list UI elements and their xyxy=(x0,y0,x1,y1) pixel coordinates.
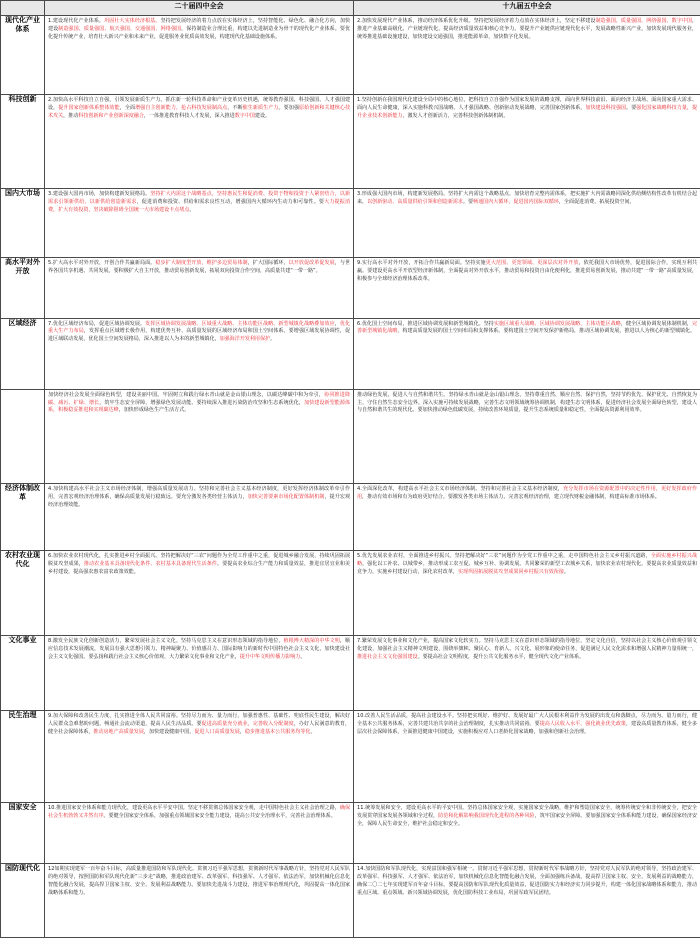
body-text: 。要 xyxy=(462,199,474,206)
highlighted-text: 加快完善要素市场化配置体制机制 xyxy=(247,493,325,500)
table-row xyxy=(1,864,700,938)
table-row xyxy=(1,189,700,258)
body-text: 。 xyxy=(189,206,195,213)
body-text: 3.建设强大国内市场，加快构建新发展格局。 xyxy=(48,191,151,198)
highlighted-text: 推进社会主义文化强国建设 xyxy=(357,654,418,661)
highlighted-text: 稳步推进基本公共服务均等化 xyxy=(244,728,311,735)
body-text: ，依托我国大市场优势，促进国际合作，实现互利共赢。要建设更高水平开放型经济新体制，全面提高对外开放水平，推动贸易和投资自由化便利化，推进贸易创新发展，推动共建“一带一路”高质量发展，积极参与全球经济治理体系改革。 xyxy=(357,260,698,282)
body-text: ，全面 xyxy=(119,104,136,111)
cell-19th xyxy=(354,636,700,711)
body-text: 10.推进国家安全体系和能力现代化，建设更高水平平安中国。坚定不移贯彻总体国家安全观，走中国特色社会主义社会治理之路， xyxy=(48,805,340,812)
highlighted-text: 制造强国、质量强国、网络强国、数字中国 xyxy=(595,18,692,24)
body-text: ，全面促进消费，拓展投资空间。 xyxy=(558,199,635,206)
cell-19th xyxy=(354,803,700,864)
body-text: 。 xyxy=(300,654,306,661)
body-text: ，发挥重点区域增长极作用，构建优势互补、高质量发展的区域经济布局和国土空间体系。要增强区域发展协调性，促进区域联动发展，优化国土空间发展格局，深入推进以人为本的新型城镇化， xyxy=(48,328,351,343)
highlighted-text: 完善新型城镇化战略 xyxy=(357,320,698,335)
body-text: ，扩大国际循环， xyxy=(247,260,289,267)
body-text: 7.繁荣发展文化事业和文化产业，提高国家文化软实力。坚持马克思主义在意识形态领域的指导地位，坚定文化自信，坚持以社会主义核心价值观引领文化建设，加强社会主义精神文明建设，围绕举旗帜、聚民心、育新人、兴文化、展形象的使命任务，促进满足人民文化需求和增强人民精神力量相统一， xyxy=(357,638,697,653)
body-text: 1.建设现代化产业体系， xyxy=(48,18,105,24)
body-text: 。 xyxy=(270,336,276,343)
body-text: ，推动有效市场和有为政府更好结合。要激发各类市场主体活力，完善宏观经济治理，建立现代财税金融体制，构建高标准市场体系。 xyxy=(362,493,660,500)
table-body xyxy=(1,16,700,938)
highlighted-text: 加快建设科技强国 xyxy=(585,104,626,111)
body-text: ，顺应信息技术发展潮流，发展具有强大思想引领力、精神凝聚力、价值感召力、国际影响力的新时代中国特色社会主义文化，加快建设社会主义文化强国。要弘扬和践行社会主义核心价值观，大力繁荣文化事业和文化产业， xyxy=(48,638,351,661)
cell-19th xyxy=(354,189,700,258)
table-row xyxy=(1,16,700,95)
highlighted-text: 协同推进降碳、减污、扩绿、增长 xyxy=(48,391,351,406)
cell-19th xyxy=(354,864,700,938)
cell-19th xyxy=(354,550,700,636)
table-row xyxy=(1,711,700,803)
highlighted-text: 全面实施乡村振兴战略 xyxy=(357,552,697,567)
cell-20th xyxy=(45,94,354,188)
body-text: 。 xyxy=(310,728,316,735)
body-text: 坚持把发展经济的着力点放在实体经济上，坚持智能化、绿色化、融合化方向，加快建设 xyxy=(48,18,351,32)
highlighted-text: 促进高质量充分就业，完善收入分配制度 xyxy=(201,720,294,727)
body-text: 。要加强 xyxy=(278,104,299,111)
body-text: 4.全面深化改革，构建高水平社会主义市场经济体制。坚持和完善社会主义基本经济制度， xyxy=(357,486,564,493)
cell-20th xyxy=(45,318,354,389)
body-text: ，与世界各国共享机遇、共同发展。要积极扩大自主开放，推动贸易创新发展，拓展双向投资合作空间，高质量共建“一带一路”。 xyxy=(48,260,351,275)
row-topic: 国内大市场 xyxy=(1,189,45,258)
body-text: 。要 xyxy=(626,104,637,111)
body-text: ，建设高质量教育体系，健全多层次社会保障体系，全面推进健康中国建设，实施积极应对人口老龄化国家战略，加强和创新社会治理。 xyxy=(357,720,698,735)
row-topic: 国防现代化 xyxy=(1,864,45,938)
body-text: 4.加快构建高水平社会主义市场经济体制，增强高质量发展动力。坚持和完善社会主义基本经济制度，更好发挥经济体制改革牵引作用，完善宏观经济治理体系，确保高质量发展行稳致远。要充分激发各类经营主体活力， xyxy=(48,486,350,500)
row-topic: 科技创新 xyxy=(1,94,45,188)
body-text: ，强化以工补农、以城带乡，推动形成工农互促、城乡互补、协调发展、共同繁荣的新型工农城乡关系，加快农业农村现代化。要提高农业质量效益和竞争力，实施乡村建设行动，深化农村改革， xyxy=(357,560,698,575)
highlighted-text: 以开放促改革促发展 xyxy=(288,260,335,267)
highlighted-text: 强化国家战略科技力量，提升企业技术创新能力 xyxy=(357,104,698,119)
row-topic: 文化事业 xyxy=(1,636,45,711)
highlighted-text: 稳步扩大制度型开放，维护多边贸易体制 xyxy=(155,260,248,267)
highlighted-text: 催生新质生产力 xyxy=(242,104,279,111)
body-text: 8.激发全民族文化创新创造活力，繁荣发展社会主义文化。坚持马克思主义在意识形态领域的指导地位， xyxy=(48,638,284,645)
cell-19th xyxy=(354,711,700,803)
body-text: ，不断 xyxy=(227,104,243,111)
highlighted-text: 巩固壮大实体经济根基。 xyxy=(104,18,161,24)
highlighted-text: 提升中华文明传播力影响力 xyxy=(239,654,301,661)
highlighted-text: 加快建设新型能源体系，积极稳妥推进和实现碳达峰 xyxy=(48,399,351,414)
highlighted-text: 发挥区域协调发展战略、区域重大战略、主体功能区战略、新型城镇化战略叠加效应 xyxy=(145,320,335,327)
body-text: 12如期实现建军一百年奋斗目标，高质量推进国防和军队现代化。贯彻习近平强军思想，贯彻新时代军事战略方针，坚持党对人民军队的绝对领导，按照国防和军队现代化新“三步走”战略，推进政治建军、改革强军、科技强军、人才强军、依法治军，加快机械化信息化智能化融合发展，提高捍卫国家主权、安全、发展利益战略能力。要加快先进战斗力建设，推进军事治理现代化，巩固提高一体化国家战略体系和能力。 xyxy=(48,866,350,896)
body-text: 。 xyxy=(563,568,569,575)
body-text: 6.加快农业农村现代化，扎实推进乡村全面振兴。坚持把解决好“三农”问题作为全党工作重中之重，促进城乡融合发展，持续巩固拓展脱贫攻坚成果， xyxy=(48,552,350,567)
body-text: 加快经济社会发展全面绿色转型，建设美丽中国。牢固树立和践行绿水青山就是金山银山理念，以碳达峰碳中和为牵引， xyxy=(48,391,325,398)
highlighted-text: 科技创新和产业创新深度融合 xyxy=(78,112,144,119)
body-text: 10.改善人民生活品质，提高社会建设水平。坚持把实现好、维护好、发展好最广大人民根本利益作为发展的出发点和落脚点，尽力而为、量力而行，健全基本公共服务体系，完善共建共治共享的社会治理制度，扎实推动共同富裕。要 xyxy=(357,713,697,727)
table-row xyxy=(1,389,700,483)
cell-20th xyxy=(45,258,354,318)
body-text: 2.加快高水平科技自立自强，引领发展新质生产力。抓住新一轮科技革命和产业变革历史机遇，统筹教育强国、科技强国、人才强国建设， xyxy=(48,96,350,111)
row-topic: 民生治理 xyxy=(1,711,45,803)
cell-20th xyxy=(45,16,354,95)
body-text: 。要提高农业综合生产能力和质量效益，推进宜居宜业和美乡村建设，提高强农惠农富农政策效能。 xyxy=(48,560,351,575)
body-text: 。要提高社会文明程度，提升公共文化服务水平，健全现代文化产业体系。 xyxy=(417,654,585,661)
cell-20th xyxy=(45,484,354,551)
row-topic: 高水平对外开放 xyxy=(1,258,45,318)
body-text: ，推动 xyxy=(63,112,79,119)
cell-19th xyxy=(354,484,700,551)
highlighted-text: 增强自主创新能力，抢占科技发展制高点 xyxy=(135,104,228,111)
cell-19th xyxy=(354,389,700,483)
body-text: ，构建高质量发展的国土空间布局和支撑体系。要构建国土空间开发保护新格局，推动区域协调发展，推进以人为核心的新型城镇化。 xyxy=(397,328,696,335)
highlighted-text: 确保社会生机勃勃又井然有序 xyxy=(48,805,351,819)
highlighted-text: 坚持扩大内需这个战略基点， xyxy=(150,191,217,198)
body-text: 7.优化区域经济布局，促进区域协调发展。 xyxy=(48,320,146,327)
highlighted-text: 防范和化解影响我国现代化进程的各种风险 xyxy=(438,812,535,819)
body-text: ，激发人才创新活力，完善科技创新体制机制。 xyxy=(402,112,509,119)
body-text: ，筑牢国家安全屏障。要加强国家安全体系和能力建设，确保国家经济安全，保障人民生命安全，维护社会稳定和安全。 xyxy=(357,812,698,827)
body-text: ， xyxy=(239,728,245,735)
highlighted-text: 更大范围、更宽领域、更深层次对外开放 xyxy=(485,260,579,267)
highlighted-text: 原始创新和关键核心技术攻关 xyxy=(48,104,351,119)
highlighted-text: 优化重大生产力布局 xyxy=(48,320,350,335)
body-text: ，提升宏观经济治理效能。 xyxy=(48,493,351,508)
body-text: ，推进产业基础高级化、产业链现代化，提高经济质量效益和核心竞争力。要提升产业链供应链现代化水平，发展战略性新兴产业，加快发展现代服务业，统筹推进基础设施建设，加快建设交通强国，推进能源革命，加快数字化发展。 xyxy=(357,18,697,40)
header-col-20th: 二十届四中全会 xyxy=(45,1,354,16)
header-col-19th: 十九届五中全会 xyxy=(354,1,700,16)
body-text: 1.坚持创新在我国现代化建设全局中的核心地位，把科技自立自强作为国家发展的战略支撑，面向世界科技前沿、面向经济主战场、面向国家重大需求、面向人民生命健康，深入实施科教兴国战略、人才强国战略、创新驱动发展战略，完善国家创新体系， xyxy=(357,96,697,111)
highlighted-text: 植根博大精深的中华文明 xyxy=(283,638,340,645)
table-row xyxy=(1,803,700,864)
table-row xyxy=(1,636,700,711)
table-row xyxy=(1,484,700,551)
body-text: ，加快建设健康中国， xyxy=(143,728,195,735)
row-topic: 国家安全 xyxy=(1,803,45,864)
body-text: 14.加快国防和军队现代化，实现富国和强军相统一。贯彻习近平强军思想，贯彻新时代军事战略方针，坚持党对人民军队的绝对领导，坚持政治建军、改革强军、科技强军、人才强军、依法治军，加快机械化信息化智能化融合发展，全面加强练兵备战，提高捍卫国家主权、安全、发展利益的战略能力，确保二〇二七年实现建军百年奋斗目标。要提高国防和军队现代化质量效益，促进国防实力和经济实力同步提升，构建一体化国家战略体系和能力，推动重点区域、重点领域、新兴领域协调发展，优化国防科技工业布局，巩固军政军民团结。 xyxy=(357,866,697,896)
body-text: ，办好人民满意的教育，健全社会保障体系， xyxy=(48,720,351,735)
body-text: 3.形成强大国内市场，构建新发展格局。坚持扩大内需这个战略基点，加快培育完整内需体系，把实施扩大内需战略同深化供给侧结构性改革有机结合起来， xyxy=(357,191,697,206)
highlighted-text: 提升国家创新体系整体效能 xyxy=(58,104,120,111)
row-topic: 经济体制改革 xyxy=(1,484,45,551)
body-text: 5.优先发展农业农村，全面推进乡村振兴。坚持把解决好“三农”问题作为全党工作重中之重，走中国特色社会主义乡村振兴道路， xyxy=(357,552,651,559)
highlighted-text: 推动房地产高质量发展 xyxy=(93,728,144,735)
highlighted-text: 大力提振消费，扩大有效投资，坚决破除阻碍全国统一大市场建设卡点堵点 xyxy=(48,199,351,213)
highlighted-text: 以创新驱动、高质量供给引领和创造新需求 xyxy=(367,199,463,206)
table-row xyxy=(1,258,700,318)
body-text: ，促进消费和投资、供给和需求良性互动，增强国内大循环内生动力和可靠性。要 xyxy=(136,199,325,206)
cell-19th xyxy=(354,94,700,188)
highlighted-text: 实施区域重大战略、区域协调发展战略、主体功能区战略 xyxy=(493,320,621,327)
highlighted-text: 加强海洋开发利用保护 xyxy=(219,336,271,343)
row-topic: 农村农业现代化 xyxy=(1,550,45,636)
cell-20th xyxy=(45,389,354,483)
highlighted-text: 推动农业基本具备现代化条件、农村基本具备现代生活条件 xyxy=(83,560,217,567)
body-text: 5.扩大高水平对外开放，开创合作共赢新局面。 xyxy=(48,260,156,267)
table-row xyxy=(1,318,700,389)
cell-20th xyxy=(45,189,354,258)
highlighted-text: 提高人民收入水平，强化就业优先政策 xyxy=(539,720,626,727)
highlighted-text: 促进人口高质量发展 xyxy=(194,728,240,735)
table-row xyxy=(1,550,700,636)
cell-20th xyxy=(45,711,354,803)
body-text: ，一体推进教育科技人才发展，深入推进 xyxy=(143,112,235,119)
highlighted-text: 实现巩固拓展脱贫攻坚成果同乡村振兴有效衔接 xyxy=(457,568,564,575)
row-topic xyxy=(1,389,45,483)
cell-19th xyxy=(354,318,700,389)
header-row xyxy=(1,1,700,16)
body-text: ，健全区域协调发展体制机制， xyxy=(620,320,692,327)
row-topic: 现代化产业体系 xyxy=(1,16,45,95)
highlighted-text: 制造强国、质量强国、航天强国、交通强国、网络强国 xyxy=(58,25,182,32)
body-text: ，加快形成绿色生产生活方式。 xyxy=(118,407,190,414)
body-text: 9.实行高水平对外开放，开拓合作共赢新局面。坚持实施 xyxy=(357,260,486,267)
body-text: 6.优化国土空间布局，推进区域协调发展和新型城镇化。坚持 xyxy=(357,320,494,327)
body-text: 11.统筹发展和安全，建设更高水平的平安中国。坚持总体国家安全观，实施国家安全战略，维护和塑造国家安全，统筹传统安全和非传统安全，把安全发展贯穿国家发展各领域和全过程， xyxy=(357,805,697,819)
highlighted-text: 充分发挥市场在资源配置中的决定性作用，更好发挥政府作用 xyxy=(357,486,697,500)
body-text: ， xyxy=(334,320,340,327)
body-text: 。要健全国家安全体系，加强重点领域国家安全能力建设，提高公共安全治理水平，完善社会治理体系。 xyxy=(103,812,336,819)
highlighted-text: 畅通国内大循环，促进国内国际双循环 xyxy=(473,199,559,206)
cell-19th xyxy=(354,258,700,318)
body-text: ，保持制造业合理比重，构建以先进制造业为骨干的现代化产业体系。要优化提升传统产业，培育壮大新兴产业和未来产业，促进服务业优质高效发展，构建现代化基础设施体系。 xyxy=(48,25,351,40)
header-corner xyxy=(1,1,45,16)
body-text: ，筑牢生态安全屏障，增强绿色发展动能。要持续深入推进污染防治攻坚和生态系统优化， xyxy=(99,399,304,406)
body-text: 2.加快发展现代产业体系，推动经济体系优化升级。坚持把发展经济着力点放在实体经济上，坚定不移建设 xyxy=(357,18,596,24)
body-text: 建设。 xyxy=(254,112,271,119)
cell-20th xyxy=(45,636,354,711)
highlighted-text: 数字中国 xyxy=(234,112,255,119)
cell-20th xyxy=(45,864,354,938)
body-text: 9.加大保障和改善民生力度，扎实推进全体人民共同富裕。坚持尽力而为、量力而行，加强普惠性、基础性、兜底性民生建设，解决好人民群众急难愁盼问题，畅通社会流动渠道，提高人民生活品质。要 xyxy=(48,713,350,727)
highlighted-text: 坚持惠民生和促消费、投资于物和投资于人紧密结合，以新需求引领新供给，以新供给创造新需求 xyxy=(48,191,350,206)
cell-20th xyxy=(45,803,354,864)
cell-19th xyxy=(354,16,700,95)
body-text: 推动绿色发展，促进人与自然和谐共生。坚持绿水青山就是金山银山理念，坚持尊重自然、顺应自然、保护自然，坚持节约优先、保护优先、自然恢复为主，守住自然生态安全边界。深入实施可持续发展战略，完善生态文明领域统筹协调机制，构建生态文明体系，促进经济社会发展全面绿色转型，建设人与自然和谐共生的现代化。要加快推动绿色低碳发展，持续改善环境质量，提升生态系统质量和稳定性，全面提高资源利用效率。 xyxy=(357,391,697,414)
cell-20th xyxy=(45,550,354,636)
row-topic: 区域经济 xyxy=(1,318,45,389)
table-row xyxy=(1,94,700,188)
